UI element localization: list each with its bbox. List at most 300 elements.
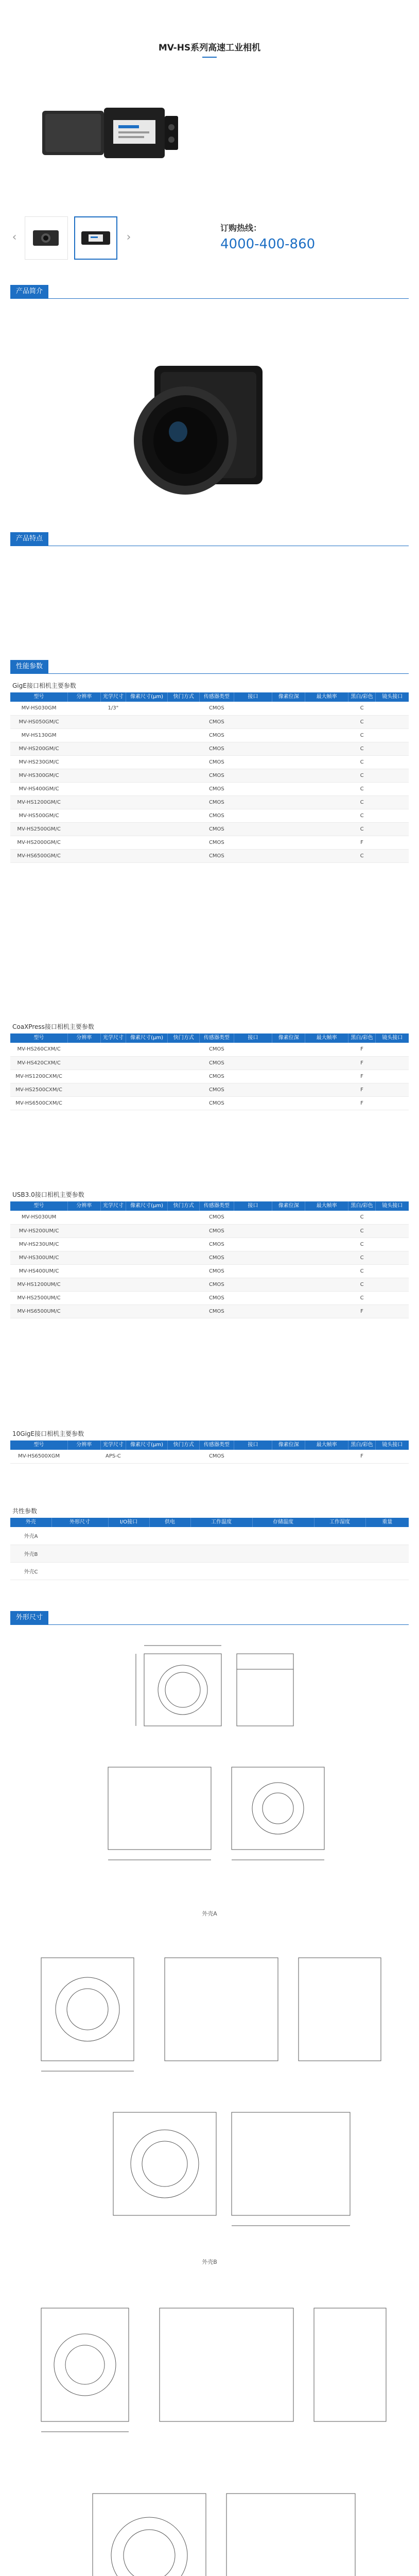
column-header-interface: 接口 — [234, 1201, 272, 1211]
housing-c-drawing — [10, 2287, 409, 2576]
column-header-bit: 像素位深 — [272, 692, 305, 702]
spec-cell — [272, 795, 305, 809]
spec-cell — [234, 1083, 272, 1096]
table-row — [10, 1096, 409, 1110]
spec-cell — [305, 1291, 348, 1304]
table-row — [10, 1083, 409, 1096]
spec-cell — [272, 755, 305, 769]
table-row — [10, 769, 409, 782]
spec-cell — [168, 836, 200, 849]
common-cell — [365, 1562, 409, 1580]
spec-cell — [234, 822, 272, 836]
spec-cell — [272, 1224, 305, 1238]
spec-cell — [168, 795, 200, 809]
spec-cell — [272, 1043, 305, 1056]
table-row — [10, 836, 409, 849]
column-header-shutter: 快门方式 — [168, 1201, 200, 1211]
common-cell: 外壳C — [10, 1562, 51, 1580]
column-header-fps: 最大帧率 — [305, 1201, 348, 1211]
common-cell — [314, 1527, 365, 1545]
spec-cell: CMOS — [200, 702, 234, 715]
spec-cell — [67, 809, 100, 822]
spec-cell: CMOS — [200, 742, 234, 755]
spec-cell — [305, 755, 348, 769]
spec-cell — [168, 1291, 200, 1304]
common-cell — [108, 1562, 149, 1580]
spec-cell — [376, 1278, 409, 1291]
spec-cell — [305, 1070, 348, 1083]
dimension-figure-c — [10, 2287, 409, 2576]
column-header-bit: 像素位深 — [272, 1033, 305, 1043]
model-cell: MV-HS030GM — [10, 702, 67, 715]
spec-cell — [272, 702, 305, 715]
spec-cell — [376, 1450, 409, 1463]
common-cell — [149, 1527, 190, 1545]
thumb-next-arrow[interactable]: › — [126, 231, 131, 244]
table-row — [10, 742, 409, 755]
model-cell: MV-HS2500UM/C — [10, 1291, 67, 1304]
spec-cell: C — [348, 1251, 375, 1264]
spec-cell — [168, 1224, 200, 1238]
column-header-color: 黑白/彩色 — [348, 1201, 375, 1211]
column-header-sensor: 光学尺寸 — [100, 1440, 126, 1450]
column-header-color: 黑白/彩色 — [348, 692, 375, 702]
spec-cell — [234, 1056, 272, 1070]
common-cell — [51, 1545, 108, 1562]
spec-cell — [376, 1291, 409, 1304]
spec-cell — [67, 728, 100, 742]
spec-cell — [168, 1450, 200, 1463]
spec-cell — [67, 849, 100, 862]
spec-cell: CMOS — [200, 1278, 234, 1291]
model-cell: MV-HS300UM/C — [10, 1251, 67, 1264]
table-row — [10, 1291, 409, 1304]
table-row — [10, 715, 409, 728]
common-cell — [314, 1545, 365, 1562]
column-header-resolution: 分辨率 — [67, 692, 100, 702]
common-cell: 外壳A — [10, 1527, 51, 1545]
table-row — [10, 849, 409, 862]
table-row — [10, 728, 409, 742]
spec-cell — [305, 715, 348, 728]
model-cell: MV-HS6500GM/C — [10, 849, 67, 862]
spec-cell — [376, 1211, 409, 1224]
spec-cell — [126, 1070, 167, 1083]
spec-cell — [305, 1238, 348, 1251]
spec-cell: CMOS — [200, 1450, 234, 1463]
common-header-cell: 供电 — [149, 1518, 190, 1527]
section-features-tag: 产品特点 — [10, 532, 48, 546]
spec-cell: C — [348, 715, 375, 728]
spec-cell — [67, 795, 100, 809]
column-header-resolution: 分辨率 — [67, 1440, 100, 1450]
spec-cell — [126, 715, 167, 728]
table-row — [10, 782, 409, 795]
table-row — [10, 1238, 409, 1251]
product-main-image — [10, 67, 216, 201]
spec-cell — [272, 1251, 305, 1264]
spec-cell — [168, 1264, 200, 1278]
column-header-fps: 最大帧率 — [305, 1033, 348, 1043]
spec-cell — [168, 1304, 200, 1318]
spec-cell — [100, 728, 126, 742]
spec-cell — [67, 1278, 100, 1291]
hotline-number[interactable]: 4000-400-860 — [220, 236, 316, 252]
common-cell — [51, 1562, 108, 1580]
column-header-model: 型号 — [10, 692, 67, 702]
common-cell — [190, 1545, 252, 1562]
spec-cell — [100, 1096, 126, 1110]
spec-cell — [272, 1070, 305, 1083]
table-header-row — [10, 1201, 409, 1211]
table-row — [10, 1450, 409, 1463]
column-header-mount: 镜头接口 — [376, 1440, 409, 1450]
column-header-mount: 镜头接口 — [376, 1033, 409, 1043]
spec-cell — [168, 742, 200, 755]
spec-cell — [305, 849, 348, 862]
spec-cell — [234, 782, 272, 795]
spec-cell — [126, 1096, 167, 1110]
spec-cell — [234, 769, 272, 782]
spec-cell — [376, 809, 409, 822]
spec-cell — [100, 1278, 126, 1291]
table-header-row — [10, 1033, 409, 1043]
spec-cell — [67, 715, 100, 728]
spec-cell — [67, 822, 100, 836]
common-header-cell: 外形尺寸 — [51, 1518, 108, 1527]
common-header-cell: 工作湿度 — [314, 1518, 365, 1527]
common-table-title: 共性参数 — [12, 1507, 38, 1515]
spec-cell: C — [348, 702, 375, 715]
column-header-shutter: 快门方式 — [168, 1440, 200, 1450]
spec-cell — [272, 728, 305, 742]
spec-cell — [100, 1070, 126, 1083]
spec-cell — [100, 836, 126, 849]
spec-cell — [376, 1264, 409, 1278]
common-cell — [108, 1527, 149, 1545]
column-header-fps: 最大帧率 — [305, 1440, 348, 1450]
spec-cell — [272, 782, 305, 795]
table-row — [10, 1562, 409, 1580]
section-specs-tag: 性能参数 — [10, 660, 48, 673]
model-cell: MV-HS200UM/C — [10, 1224, 67, 1238]
table-row — [10, 1545, 409, 1562]
spec-cell — [168, 1070, 200, 1083]
spec-cell — [168, 715, 200, 728]
product-overview — [10, 67, 409, 268]
common-cell — [252, 1527, 314, 1545]
camera-main-illustration — [36, 80, 190, 188]
spec-cell — [67, 1070, 100, 1083]
spec-cell — [67, 755, 100, 769]
column-header-bit: 像素位深 — [272, 1201, 305, 1211]
model-cell: MV-HS260CXM/C — [10, 1043, 67, 1056]
model-cell: MV-HS200GM/C — [10, 742, 67, 755]
thumbnail-camera-side[interactable] — [74, 216, 117, 260]
table-row — [10, 822, 409, 836]
spec-cell — [67, 1043, 100, 1056]
spec-cell — [126, 1291, 167, 1304]
housing-b-drawing — [10, 1937, 409, 2257]
spec-cell: F — [348, 836, 375, 849]
column-header-color: 黑白/彩色 — [348, 1440, 375, 1450]
spec-cell — [305, 1304, 348, 1318]
spec-cell — [67, 1291, 100, 1304]
spec-cell — [234, 1224, 272, 1238]
model-cell: MV-HS2500GM/C — [10, 822, 67, 836]
spec-cell — [126, 1083, 167, 1096]
spec-cell: C — [348, 1264, 375, 1278]
spec-cell — [126, 728, 167, 742]
spec-cell: CMOS — [200, 782, 234, 795]
table-row — [10, 795, 409, 809]
spec-cell — [168, 728, 200, 742]
spec-cell — [126, 1278, 167, 1291]
common-cell — [252, 1545, 314, 1562]
table-row — [10, 1304, 409, 1318]
section-intro-bar — [10, 284, 409, 299]
spec-cell: CMOS — [200, 1056, 234, 1070]
spec-cell — [272, 1264, 305, 1278]
model-cell: MV-HS6500CXM/C — [10, 1096, 67, 1110]
spec-cell — [305, 728, 348, 742]
spec-cell — [67, 1264, 100, 1278]
spec-cell — [376, 1304, 409, 1318]
spec-cell — [168, 782, 200, 795]
spec-cell — [305, 782, 348, 795]
spec-cell — [272, 1056, 305, 1070]
spec-cell — [234, 849, 272, 862]
spec-cell: CMOS — [200, 849, 234, 862]
spec-cell — [272, 1096, 305, 1110]
model-cell: MV-HS230UM/C — [10, 1238, 67, 1251]
model-cell: MV-HS130GM — [10, 728, 67, 742]
model-cell: MV-HS400GM/C — [10, 782, 67, 795]
spec-cell — [305, 1224, 348, 1238]
column-header-type: 传感器类型 — [200, 692, 234, 702]
spec-cell — [100, 1224, 126, 1238]
common-cell — [365, 1545, 409, 1562]
spec-cell — [305, 702, 348, 715]
spec-cell — [100, 755, 126, 769]
spec-cell — [234, 1070, 272, 1083]
dimension-figure-a — [10, 1633, 409, 1922]
spec-cell — [305, 1251, 348, 1264]
hotline-label: 订购热线： — [220, 223, 262, 233]
spec-cell — [234, 742, 272, 755]
spec-cell — [234, 702, 272, 715]
spec-cell — [376, 1251, 409, 1264]
spec-cell: APS-C — [100, 1450, 126, 1463]
spec-cell — [168, 702, 200, 715]
spec-cell: CMOS — [200, 1070, 234, 1083]
column-header-type: 传感器类型 — [200, 1440, 234, 1450]
table-row — [10, 755, 409, 769]
spec-cell — [100, 1083, 126, 1096]
model-cell: MV-HS500GM/C — [10, 809, 67, 822]
spec-cell — [168, 849, 200, 862]
common-cell — [51, 1527, 108, 1545]
spec-cell: CMOS — [200, 715, 234, 728]
spec-cell: CMOS — [200, 822, 234, 836]
spec-cell: F — [348, 1070, 375, 1083]
column-header-sensor: 光学尺寸 — [100, 1033, 126, 1043]
spec-cell — [305, 836, 348, 849]
spec-cell — [305, 1096, 348, 1110]
column-header-interface: 接口 — [234, 1440, 272, 1450]
section-features-bar — [10, 532, 409, 546]
column-header-pixel: 像素尺寸(μm) — [126, 1033, 167, 1043]
spec-cell — [67, 1211, 100, 1224]
spec-cell — [168, 1211, 200, 1224]
usb3-table-title: USB3.0接口相机主要参数 — [12, 1191, 84, 1198]
spec-cell — [126, 809, 167, 822]
thumb-prev-arrow[interactable]: ‹ — [12, 231, 17, 244]
section-specs-bar — [10, 659, 409, 674]
spec-cell — [376, 728, 409, 742]
spec-cell — [376, 1083, 409, 1096]
spec-cell — [100, 1056, 126, 1070]
spec-cell: F — [348, 1096, 375, 1110]
table-row — [10, 1251, 409, 1264]
spec-cell — [234, 1278, 272, 1291]
spec-cell — [376, 849, 409, 862]
table-row — [10, 809, 409, 822]
common-header-cell: 外壳 — [10, 1518, 51, 1527]
spec-cell — [126, 1251, 167, 1264]
spec-cell — [168, 755, 200, 769]
spec-cell — [168, 1238, 200, 1251]
spec-cell: CMOS — [200, 728, 234, 742]
spec-cell: CMOS — [200, 1238, 234, 1251]
spec-cell — [126, 755, 167, 769]
spec-cell: C — [348, 1238, 375, 1251]
model-cell: MV-HS1200UM/C — [10, 1278, 67, 1291]
table-row — [10, 1264, 409, 1278]
spec-cell: CMOS — [200, 755, 234, 769]
model-cell: MV-HS6500UM/C — [10, 1304, 67, 1318]
thumbnail-camera-front[interactable] — [25, 216, 68, 260]
spec-cell — [272, 742, 305, 755]
spec-cell — [305, 1211, 348, 1224]
model-cell: MV-HS230GM/C — [10, 755, 67, 769]
spec-cell — [168, 1043, 200, 1056]
spec-cell: C — [348, 742, 375, 755]
column-header-color: 黑白/彩色 — [348, 1033, 375, 1043]
model-cell: MV-HS400UM/C — [10, 1264, 67, 1278]
page-title — [0, 40, 419, 53]
spec-cell — [272, 769, 305, 782]
spec-cell: CMOS — [200, 809, 234, 822]
column-header-mount: 镜头接口 — [376, 1201, 409, 1211]
spec-cell — [376, 795, 409, 809]
spec-cell: F — [348, 1056, 375, 1070]
spec-cell — [168, 1056, 200, 1070]
housing-a-drawing — [10, 1633, 409, 1906]
thumb-camera-side-icon — [79, 225, 112, 251]
spec-cell — [272, 1450, 305, 1463]
coaxpress-table-title: CoaXPress接口相机主要参数 — [12, 1023, 94, 1030]
dimension-figure-b — [10, 1937, 409, 2272]
spec-cell — [126, 742, 167, 755]
spec-cell — [100, 822, 126, 836]
spec-cell — [234, 755, 272, 769]
spec-cell: C — [348, 1224, 375, 1238]
spec-cell — [126, 769, 167, 782]
table-header-row — [10, 1518, 409, 1527]
spec-cell: CMOS — [200, 1251, 234, 1264]
spec-cell — [168, 1096, 200, 1110]
spec-cell — [67, 1056, 100, 1070]
title-underline — [202, 57, 217, 58]
spec-cell — [126, 702, 167, 715]
section-dimensions-bar — [10, 1611, 409, 1625]
column-header-model: 型号 — [10, 1440, 67, 1450]
spec-cell: CMOS — [200, 1211, 234, 1224]
spec-cell — [305, 769, 348, 782]
column-header-sensor: 光学尺寸 — [100, 1201, 126, 1211]
spec-cell — [100, 742, 126, 755]
spec-cell — [234, 1043, 272, 1056]
spec-cell — [67, 1224, 100, 1238]
spec-cell — [126, 795, 167, 809]
spec-cell — [234, 836, 272, 849]
table-row — [10, 1070, 409, 1083]
spec-cell — [67, 742, 100, 755]
spec-cell — [126, 1043, 167, 1056]
model-cell: MV-HS2000GM/C — [10, 836, 67, 849]
spec-cell — [272, 1238, 305, 1251]
thumb-camera-icon — [30, 225, 63, 251]
spec-cell — [100, 1211, 126, 1224]
spec-cell: C — [348, 849, 375, 862]
spec-cell — [67, 1096, 100, 1110]
spec-cell: C — [348, 1211, 375, 1224]
coaxpress-spec-table — [10, 1033, 409, 1110]
usb3-spec-table — [10, 1201, 409, 1318]
common-cell — [108, 1545, 149, 1562]
spec-cell: CMOS — [200, 1043, 234, 1056]
spec-cell — [67, 1083, 100, 1096]
spec-cell — [272, 1278, 305, 1291]
spec-cell — [126, 836, 167, 849]
common-cell — [149, 1545, 190, 1562]
common-header-cell: 重量 — [365, 1518, 409, 1527]
spec-cell — [234, 809, 272, 822]
spec-cell — [234, 1264, 272, 1278]
spec-cell — [376, 782, 409, 795]
spec-cell — [67, 836, 100, 849]
spec-cell: C — [348, 1291, 375, 1304]
spec-cell: C — [348, 755, 375, 769]
model-cell: MV-HS1200GM/C — [10, 795, 67, 809]
spec-cell — [376, 715, 409, 728]
spec-cell — [305, 809, 348, 822]
page-header — [0, 0, 419, 66]
spec-cell — [305, 1056, 348, 1070]
spec-cell — [168, 1083, 200, 1096]
spec-cell — [67, 1450, 100, 1463]
model-cell: MV-HS050GM/C — [10, 715, 67, 728]
spec-cell — [272, 715, 305, 728]
spec-cell: F — [348, 1043, 375, 1056]
spec-cell — [67, 1238, 100, 1251]
spec-cell — [100, 795, 126, 809]
spec-cell: C — [348, 728, 375, 742]
table-row — [10, 1278, 409, 1291]
spec-cell — [100, 1264, 126, 1278]
spec-cell: CMOS — [200, 1291, 234, 1304]
